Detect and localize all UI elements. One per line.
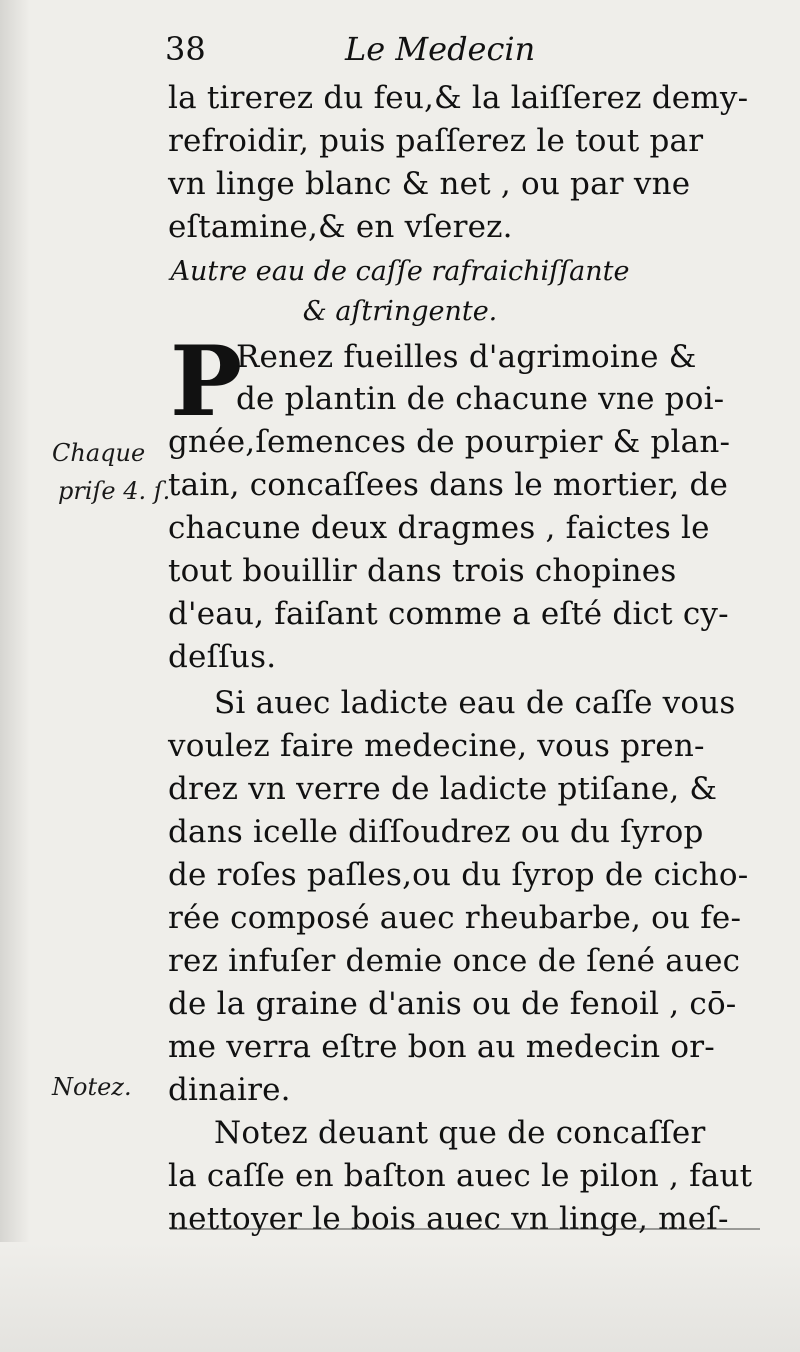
page-bottom-shadow — [0, 1242, 800, 1352]
text-line: tain, concaſſees dans le mortier, de — [168, 467, 729, 503]
gutter-shadow — [0, 0, 30, 1352]
text-line: voulez faire medecine, vous pren- — [168, 728, 705, 764]
text-line: deſſus. — [168, 639, 277, 675]
text-line: d'eau, faiſant comme a eſté dict cy- — [168, 596, 729, 632]
page-header — [165, 30, 585, 72]
text-line: Si auec ladicte eau de caſſe vous — [214, 685, 736, 721]
text-line: chacune deux dragmes , faictes le — [168, 510, 710, 546]
text-line: Renez fueilles d'agrimoine & — [236, 339, 697, 375]
text-line: nettoyer le bois auec vn linge, meſ- — [168, 1201, 729, 1237]
margin-note-chaque: Chaque — [52, 439, 146, 467]
text-line: de plantin de chacune vne poi- — [236, 381, 725, 417]
running-title: Le Medecin — [345, 30, 536, 68]
text-line: la tirerez du feu,& la laiſſerez demy- — [168, 80, 749, 116]
text-line: rez infuſer demie once de ſené auec — [168, 943, 741, 979]
text-line: rée composé auec rheubarbe, ou fe- — [168, 900, 742, 936]
drop-cap: P — [170, 325, 243, 438]
text-line: vn linge blanc & net , ou par vne — [168, 166, 691, 202]
page-number: 38 — [165, 30, 206, 68]
text-line: tout bouillir dans trois chopines — [168, 553, 677, 589]
text-line: de roſes paſles,ou du ſyrop de cicho- — [168, 857, 749, 893]
text-line: gnée,ſemences de pourpier & plan- — [168, 424, 731, 460]
text-line: la caſſe en baſton auec le pilon , faut — [168, 1158, 753, 1194]
text-line: me verra eſtre bon au medecin or- — [168, 1029, 715, 1065]
text-line: dinaire. — [168, 1072, 291, 1108]
catchword-underline — [170, 1228, 760, 1230]
margin-note-notez: Notez. — [52, 1073, 132, 1101]
text-line: Notez deuant que de concaſſer — [214, 1115, 706, 1151]
margin-note-prise: priſe 4. ſ. — [58, 477, 171, 505]
text-line: eſtamine,& en vſerez. — [168, 209, 513, 245]
section-heading-line-1: Autre eau de caſſe rafraichiſſante — [170, 256, 630, 287]
text-line: drez vn verre de ladicte ptiſane, & — [168, 771, 718, 807]
text-line: refroidir, puis paſſerez le tout par — [168, 123, 704, 159]
section-heading-line-2: & aſtringente. — [302, 296, 498, 327]
text-line: dans icelle diſſoudrez ou du ſyrop — [168, 814, 704, 850]
text-line: de la graine d'anis ou de fenoil , cō- — [168, 986, 737, 1022]
